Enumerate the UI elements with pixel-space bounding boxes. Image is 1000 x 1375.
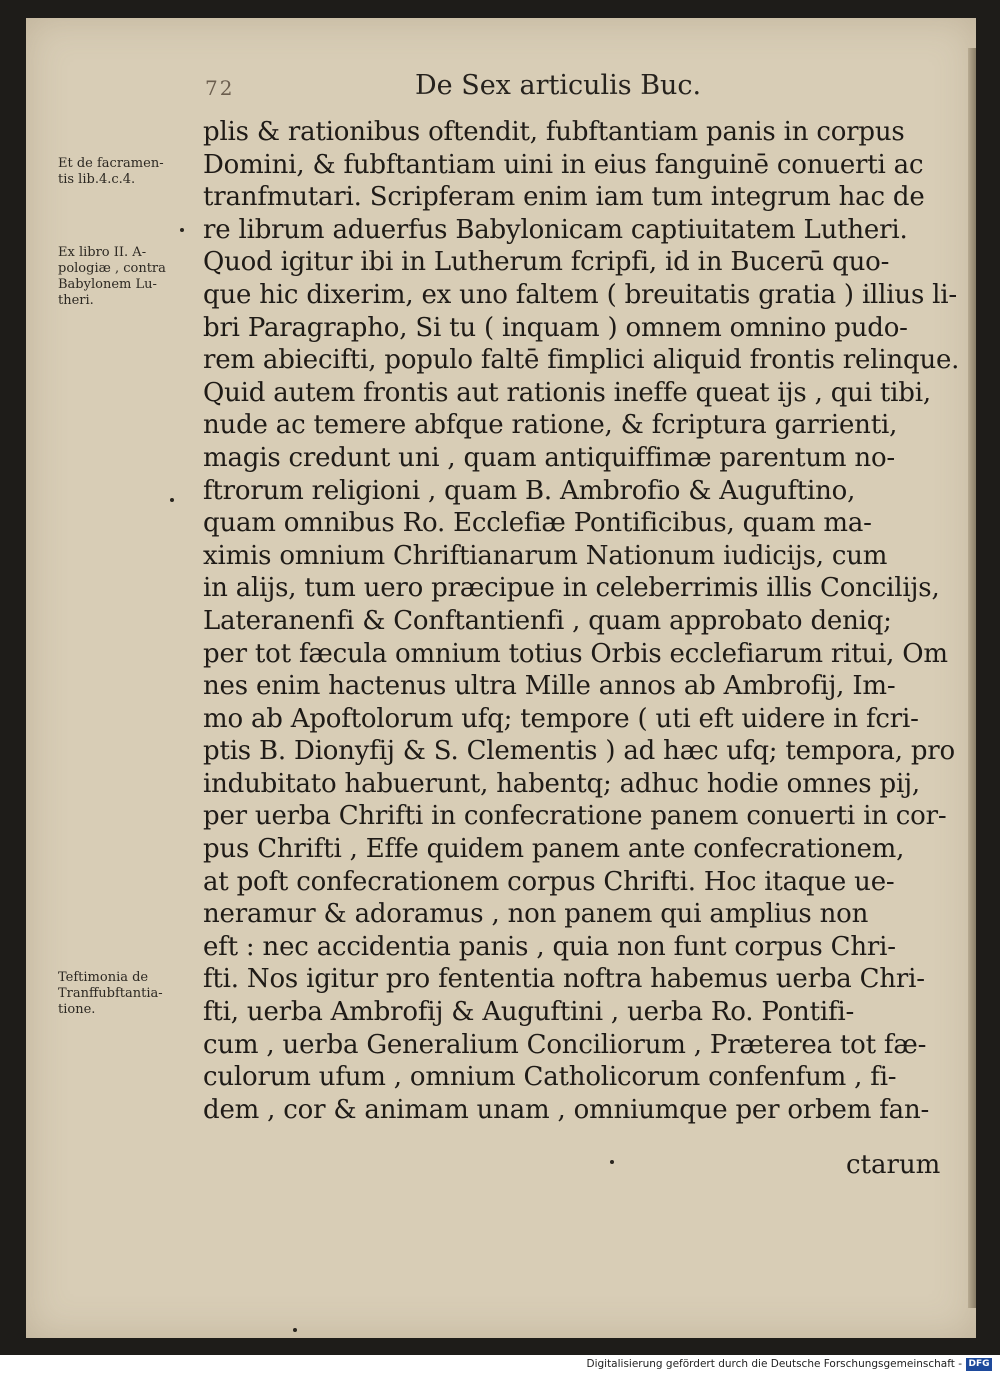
text-line: bri Paragrapho, Si tu ( inquam ) omnem omnino pudo- xyxy=(203,312,908,343)
text-line: pus Chrifti , Effe quidem panem ante confecrationem, xyxy=(203,834,905,865)
text-line: ptis B. Dionyfij & S. Clementis ) ad hæc ufq; tempora, pro xyxy=(203,736,955,767)
margin-note-line: tis lib.4.c.4. xyxy=(58,172,136,187)
margin-note-line: Ex libro II. A- xyxy=(58,245,147,260)
text-line: at poft confecrationem corpus Chrifti. Hoc itaque ue- xyxy=(203,866,895,897)
dfg-logo: DFG xyxy=(966,1358,992,1371)
text-line: ximis omnium Chriftianarum Nationum iudicijs, cum xyxy=(203,540,888,571)
running-head: De Sex articulis Buc. xyxy=(415,70,702,101)
text-line: tranfmutari. Scripferam enim iam tum integrum hac de xyxy=(203,182,925,213)
ink-speck xyxy=(610,1160,614,1164)
margin-note-testimonia xyxy=(58,970,198,1018)
text-line: Quid autem frontis aut rationis ineffe queat ijs , qui tibi, xyxy=(203,377,931,408)
text-line: ftrorum religioni , quam B. Ambrofio & Auguftino, xyxy=(203,475,856,506)
text-line: dem , cor & animam unam , omniumque per orbem fan- xyxy=(203,1094,930,1125)
margin-note-apologia xyxy=(58,245,198,309)
margin-note-line: Et de facramen- xyxy=(58,156,164,171)
margin-note-sacraments xyxy=(58,156,198,188)
text-line: nude ac temere abfque ratione, & fcriptura garrienti, xyxy=(203,410,898,441)
margin-note-line: tione. xyxy=(58,1002,96,1017)
text-line: eft : nec accidentia panis , quia non funt corpus Chri- xyxy=(203,931,896,962)
text-line: fti. Nos igitur pro fententia noftra habemus uerba Chri- xyxy=(203,964,925,995)
text-line: per uerba Chrifti in confecratione panem conuerti in cor- xyxy=(203,801,947,832)
ink-speck xyxy=(180,228,184,232)
text-line: per tot fæcula omnium totius Orbis ecclefiarum ritui, Om xyxy=(203,638,948,669)
text-line: plis & rationibus oftendit, fubftantiam panis in corpus xyxy=(203,117,905,147)
margin-note-line: pologiæ , contra xyxy=(58,261,166,276)
text-line: in alijs, tum uero præcipue in celeberrimis illis Concilijs, xyxy=(203,573,940,604)
text-line: indubitato habuerunt, habentq; adhuc hodie omnes pij, xyxy=(203,768,920,799)
ink-speck xyxy=(170,498,174,502)
page-number: 72 xyxy=(205,76,235,100)
text-line: mo ab Apoftolorum ufq; tempore ( uti eft uidere in fcri- xyxy=(203,703,919,734)
margin-note-line: Teftimonia de xyxy=(58,970,149,985)
catchword: ctarum xyxy=(846,1150,941,1180)
margin-note-line: Tranffubftantia- xyxy=(58,986,163,1001)
body-text xyxy=(203,116,960,1126)
text-line: rem abiecifti, populo faltē fimplici aliquid frontis relinque. xyxy=(203,345,960,376)
text-line: Domini, & fubftantiam uini in eius fanguinē conuerti ac xyxy=(203,149,924,180)
text-line: culorum ufum , omnium Catholicorum confenfum , fi- xyxy=(203,1062,897,1093)
text-line: fti, uerba Ambrofij & Auguftini , uerba Ro. Pontifi- xyxy=(203,997,855,1028)
text-line: Quod igitur ibi in Lutherum fcripfi, id in Bucerū quo- xyxy=(203,247,890,278)
text-line: cum , uerba Generalium Conciliorum , Præterea tot fæ- xyxy=(203,1029,927,1060)
text-line: Lateranenfi & Conftantienfi , quam approbato deniq; xyxy=(203,605,892,636)
margin-note-line: theri. xyxy=(58,293,94,308)
digitization-credit: Digitalisierung gefördert durch die Deutsche Forschungsgemeinschaft - xyxy=(586,1358,962,1370)
text-line: re librum aduerfus Babylonicam captiuitatem Lutheri. xyxy=(203,214,908,245)
text-line: quam omnibus Ro. Ecclefiæ Pontificibus, quam ma- xyxy=(203,508,872,539)
page-edge xyxy=(968,48,976,1308)
text-line: magis credunt uni , quam antiquiffimæ parentum no- xyxy=(203,442,895,473)
margin-note-line: Babylonem Lu- xyxy=(58,277,157,292)
text-line: que hic dixerim, ex uno faltem ( breuitatis gratia ) illius li- xyxy=(203,279,957,310)
text-line: neramur & adoramus , non panem qui amplius non xyxy=(203,899,869,930)
ink-speck xyxy=(293,1328,297,1332)
text-line: nes enim hactenus ultra Mille annos ab Ambrofij, Im- xyxy=(203,671,896,702)
